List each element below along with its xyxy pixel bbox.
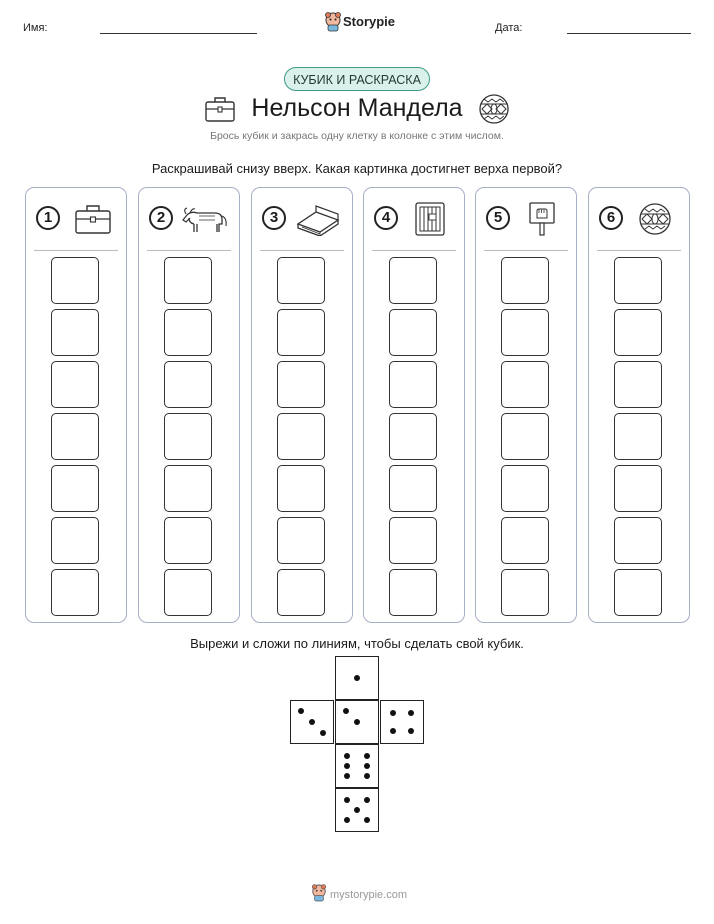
color-box[interactable] <box>51 413 99 460</box>
column-2 <box>138 187 240 623</box>
die-pip <box>354 719 360 725</box>
activity-badge: КУБИК И РАСКРАСКА <box>284 67 430 91</box>
book-icon <box>294 202 342 236</box>
color-box[interactable] <box>501 517 549 564</box>
die-face-4 <box>380 700 424 744</box>
column-6 <box>588 187 690 623</box>
die-pip <box>298 708 304 714</box>
column-number: 2 <box>149 206 173 230</box>
color-box[interactable] <box>51 517 99 564</box>
color-box[interactable] <box>277 361 325 408</box>
protest-sign-icon <box>518 202 566 236</box>
die-face-3 <box>290 700 334 744</box>
coloring-instruction: Раскрашивай снизу вверх. Какая картинка достигнет верха первой? <box>151 161 563 176</box>
color-box[interactable] <box>277 257 325 304</box>
column-number: 5 <box>486 206 510 230</box>
color-box[interactable] <box>277 309 325 356</box>
die-pip <box>309 719 315 725</box>
color-box[interactable] <box>614 517 662 564</box>
column-4 <box>363 187 465 623</box>
die-pip <box>344 753 350 759</box>
die-net[interactable] <box>290 656 426 836</box>
column-number: 3 <box>262 206 286 230</box>
column-number: 4 <box>374 206 398 230</box>
color-box[interactable] <box>164 309 212 356</box>
die-face-1 <box>335 656 379 700</box>
die-pip <box>364 763 370 769</box>
color-box[interactable] <box>164 413 212 460</box>
color-box[interactable] <box>614 413 662 460</box>
die-face-2 <box>335 700 379 744</box>
die-pip <box>390 710 396 716</box>
color-box[interactable] <box>614 257 662 304</box>
color-box[interactable] <box>389 361 437 408</box>
column-divider <box>484 250 568 251</box>
die-pip <box>344 763 350 769</box>
die-pip <box>344 797 350 803</box>
color-box[interactable] <box>164 361 212 408</box>
color-box[interactable] <box>51 569 99 616</box>
color-box[interactable] <box>501 465 549 512</box>
color-box[interactable] <box>389 465 437 512</box>
color-box[interactable] <box>51 257 99 304</box>
african-shield-icon <box>478 93 510 125</box>
color-box[interactable] <box>501 257 549 304</box>
die-pip <box>408 728 414 734</box>
color-box[interactable] <box>501 569 549 616</box>
page-subtitle: Брось кубик и закрась одну клетку в колонке с этим числом. <box>210 130 504 142</box>
column-divider <box>147 250 231 251</box>
brand-logo <box>324 12 394 34</box>
color-box[interactable] <box>389 413 437 460</box>
color-box[interactable] <box>277 413 325 460</box>
color-box[interactable] <box>51 309 99 356</box>
die-pip <box>364 817 370 823</box>
color-box[interactable] <box>51 361 99 408</box>
color-box[interactable] <box>164 465 212 512</box>
color-box[interactable] <box>51 465 99 512</box>
die-pip <box>354 675 360 681</box>
color-box[interactable] <box>614 309 662 356</box>
die-pip <box>408 710 414 716</box>
name-label: Имя: <box>23 22 48 34</box>
color-box[interactable] <box>389 517 437 564</box>
column-divider <box>260 250 344 251</box>
die-face-5 <box>335 788 379 832</box>
color-box[interactable] <box>501 361 549 408</box>
color-box[interactable] <box>389 309 437 356</box>
die-pip <box>354 807 360 813</box>
color-box[interactable] <box>389 569 437 616</box>
die-pip <box>344 773 350 779</box>
column-1 <box>25 187 127 623</box>
column-5 <box>475 187 577 623</box>
color-box[interactable] <box>164 257 212 304</box>
column-divider <box>597 250 681 251</box>
brand-name: Storypie <box>343 14 396 29</box>
column-number: 6 <box>599 206 623 230</box>
column-3 <box>251 187 353 623</box>
prison-door-icon <box>406 202 454 236</box>
die-pip <box>343 708 349 714</box>
color-box[interactable] <box>614 465 662 512</box>
briefcase-icon <box>68 202 116 236</box>
color-box[interactable] <box>389 257 437 304</box>
die-pip <box>320 730 326 736</box>
color-box[interactable] <box>277 517 325 564</box>
column-number: 1 <box>36 206 60 230</box>
color-box[interactable] <box>277 569 325 616</box>
cut-instruction: Вырежи и сложи по линиям, чтобы сделать свой кубик. <box>190 636 524 651</box>
date-line[interactable] <box>567 33 691 34</box>
color-box[interactable] <box>614 569 662 616</box>
color-box[interactable] <box>164 517 212 564</box>
date-label: Дата: <box>495 22 523 34</box>
die-pip <box>344 817 350 823</box>
die-pip <box>390 728 396 734</box>
column-divider <box>372 250 456 251</box>
storypie-mascot-icon <box>311 884 327 902</box>
color-box[interactable] <box>501 309 549 356</box>
die-pip <box>364 797 370 803</box>
die-pip <box>364 753 370 759</box>
name-line[interactable] <box>100 33 257 34</box>
color-box[interactable] <box>614 361 662 408</box>
die-face-6 <box>335 744 379 788</box>
ox-icon <box>181 202 229 236</box>
color-box[interactable] <box>501 413 549 460</box>
column-divider <box>34 250 118 251</box>
storypie-mascot-icon <box>324 12 342 32</box>
footer-url[interactable]: mystorypie.com <box>330 889 408 901</box>
page-title: Нельсон Мандела <box>251 94 463 122</box>
die-pip <box>364 773 370 779</box>
color-box[interactable] <box>277 465 325 512</box>
color-box[interactable] <box>164 569 212 616</box>
african-shield-icon <box>631 202 679 236</box>
